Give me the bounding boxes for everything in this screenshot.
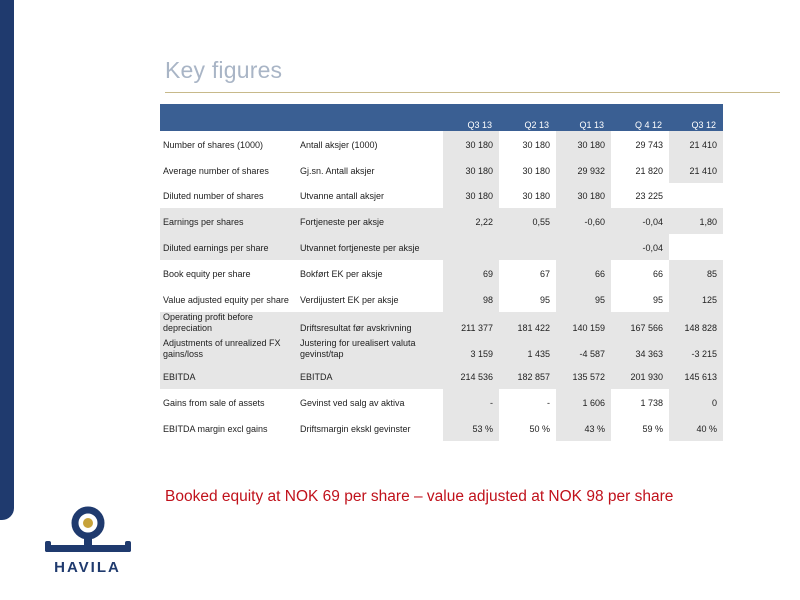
row-label-en: Diluted number of shares xyxy=(160,183,296,209)
cell-q2-13: 182 857 xyxy=(499,364,556,390)
cell-q2-13: 67 xyxy=(499,260,556,286)
cell-q3-12: -3 215 xyxy=(669,338,723,364)
cell-q3-13: 2,22 xyxy=(443,208,499,234)
logo-center-dot xyxy=(83,518,93,528)
cell-q1-13: 29 932 xyxy=(556,157,611,183)
cell-q3-12: 148 828 xyxy=(669,312,723,338)
header-q4-12: Q 4 12 xyxy=(634,120,662,130)
cell-q1-13 xyxy=(556,234,611,260)
cell-q2-13: 30 180 xyxy=(499,157,556,183)
row-label-no: Bokført EK per aksje xyxy=(296,260,443,286)
cell-q3-13: 3 159 xyxy=(443,338,499,364)
table-row xyxy=(160,415,723,441)
cell-q1-13: -0,60 xyxy=(556,208,611,234)
header-q1-13: Q1 13 xyxy=(579,120,604,130)
cell-q3-13: - xyxy=(443,389,499,415)
cell-q2-13: 95 xyxy=(499,286,556,312)
table-row xyxy=(160,286,723,312)
cell-q2-13: 50 % xyxy=(499,415,556,441)
cell-q3-13: 30 180 xyxy=(443,157,499,183)
table-row xyxy=(160,208,723,234)
row-label-no: Gevinst ved salg av aktiva xyxy=(296,389,443,415)
cell-q4-12: 23 225 xyxy=(611,183,669,209)
cell-q4-12: 1 738 xyxy=(611,389,669,415)
table-row xyxy=(160,312,723,338)
cell-q3-13: 30 180 xyxy=(443,131,499,157)
cell-q3-12: 145 613 xyxy=(669,364,723,390)
cell-q1-13: 30 180 xyxy=(556,131,611,157)
page-title: Key figures xyxy=(165,57,283,83)
cell-q4-12: 167 566 xyxy=(611,312,669,338)
header-q3-13: Q3 13 xyxy=(467,120,492,130)
logo-crossbar xyxy=(45,545,131,552)
cell-q3-12: 0 xyxy=(669,389,723,415)
cell-q4-12: 34 363 xyxy=(611,338,669,364)
cell-q3-12: 1,80 xyxy=(669,208,723,234)
row-label-en: Average number of shares xyxy=(160,157,296,183)
table-row xyxy=(160,338,723,364)
cell-q4-12: 95 xyxy=(611,286,669,312)
cell-q4-12: 29 743 xyxy=(611,131,669,157)
table-row xyxy=(160,364,723,390)
row-label-en: Value adjusted equity per share xyxy=(160,286,296,312)
cell-q3-12: 40 % xyxy=(669,415,723,441)
cell-q2-13: 30 180 xyxy=(499,131,556,157)
cell-q4-12: 66 xyxy=(611,260,669,286)
cell-q3-12: 85 xyxy=(669,260,723,286)
header-blank-en xyxy=(160,104,296,131)
table-row xyxy=(160,389,723,415)
row-label-en: Book equity per share xyxy=(160,260,296,286)
cell-q2-13: - xyxy=(499,389,556,415)
row-label-en: Diluted earnings per share xyxy=(160,234,296,260)
row-label-no: Driftsresultat før avskrivning xyxy=(296,312,443,338)
cell-q4-12: 59 % xyxy=(611,415,669,441)
summary-statement: Booked equity at NOK 69 per share – value adjusted at NOK 98 per share xyxy=(165,488,674,505)
table-row xyxy=(160,260,723,286)
cell-q4-12: 21 820 xyxy=(611,157,669,183)
cell-q1-13: 30 180 xyxy=(556,183,611,209)
logo-right-end xyxy=(125,541,131,552)
row-label-no: EBITDA xyxy=(296,364,443,390)
key-figures-table xyxy=(160,104,723,441)
left-accent-bar xyxy=(0,0,14,520)
cell-q3-13: 53 % xyxy=(443,415,499,441)
row-label-no: Gj.sn. Antall aksjer xyxy=(296,157,443,183)
cell-q3-13 xyxy=(443,234,499,260)
table-row xyxy=(160,234,723,260)
header-blank-no xyxy=(296,104,443,131)
title-divider xyxy=(165,92,780,93)
table-header-row xyxy=(160,104,723,131)
row-label-en: EBITDA margin excl gains xyxy=(160,415,296,441)
row-label-no: Verdijustert EK per aksje xyxy=(296,286,443,312)
cell-q3-12: 21 410 xyxy=(669,131,723,157)
cell-q3-13: 214 536 xyxy=(443,364,499,390)
row-label-en: Number of shares (1000) xyxy=(160,131,296,157)
cell-q1-13: 135 572 xyxy=(556,364,611,390)
cell-q1-13: 1 606 xyxy=(556,389,611,415)
cell-q3-12: 21 410 xyxy=(669,157,723,183)
cell-q3-13: 98 xyxy=(443,286,499,312)
cell-q2-13: 181 422 xyxy=(499,312,556,338)
cell-q3-12 xyxy=(669,234,723,260)
header-q3-12: Q3 12 xyxy=(691,120,716,130)
cell-q1-13: 95 xyxy=(556,286,611,312)
row-label-en: Adjustments of unrealized FX gains/loss xyxy=(160,338,296,364)
table-row xyxy=(160,157,723,183)
row-label-no: Fortjeneste per aksje xyxy=(296,208,443,234)
cell-q1-13: 140 159 xyxy=(556,312,611,338)
cell-q1-13: 43 % xyxy=(556,415,611,441)
cell-q1-13: 66 xyxy=(556,260,611,286)
row-label-no: Utvanne antall aksjer xyxy=(296,183,443,209)
row-label-no: Utvannet fortjeneste per aksje xyxy=(296,234,443,260)
cell-q1-13: -4 587 xyxy=(556,338,611,364)
row-label-no: Antall aksjer (1000) xyxy=(296,131,443,157)
cell-q3-12: 125 xyxy=(669,286,723,312)
cell-q2-13: 30 180 xyxy=(499,183,556,209)
row-label-no: Driftsmargin ekskl gevinster xyxy=(296,415,443,441)
cell-q3-12 xyxy=(669,183,723,209)
cell-q2-13 xyxy=(499,234,556,260)
row-label-en: EBITDA xyxy=(160,364,296,390)
row-label-en: Operating profit before depreciation xyxy=(160,312,296,338)
cell-q2-13: 1 435 xyxy=(499,338,556,364)
row-label-en: Earnings per shares xyxy=(160,208,296,234)
cell-q3-13: 30 180 xyxy=(443,183,499,209)
cell-q2-13: 0,55 xyxy=(499,208,556,234)
row-label-en: Gains from sale of assets xyxy=(160,389,296,415)
cell-q3-13: 211 377 xyxy=(443,312,499,338)
cell-q4-12: -0,04 xyxy=(611,208,669,234)
cell-q3-13: 69 xyxy=(443,260,499,286)
table-row xyxy=(160,131,723,157)
cell-q4-12: -0,04 xyxy=(611,234,669,260)
cell-q4-12: 201 930 xyxy=(611,364,669,390)
row-label-no: Justering for urealisert valuta gevinst/tap xyxy=(296,338,443,364)
header-q2-13: Q2 13 xyxy=(524,120,549,130)
logo-wordmark: HAVILA xyxy=(54,559,121,576)
logo-left-end xyxy=(45,541,51,552)
table-row xyxy=(160,183,723,209)
